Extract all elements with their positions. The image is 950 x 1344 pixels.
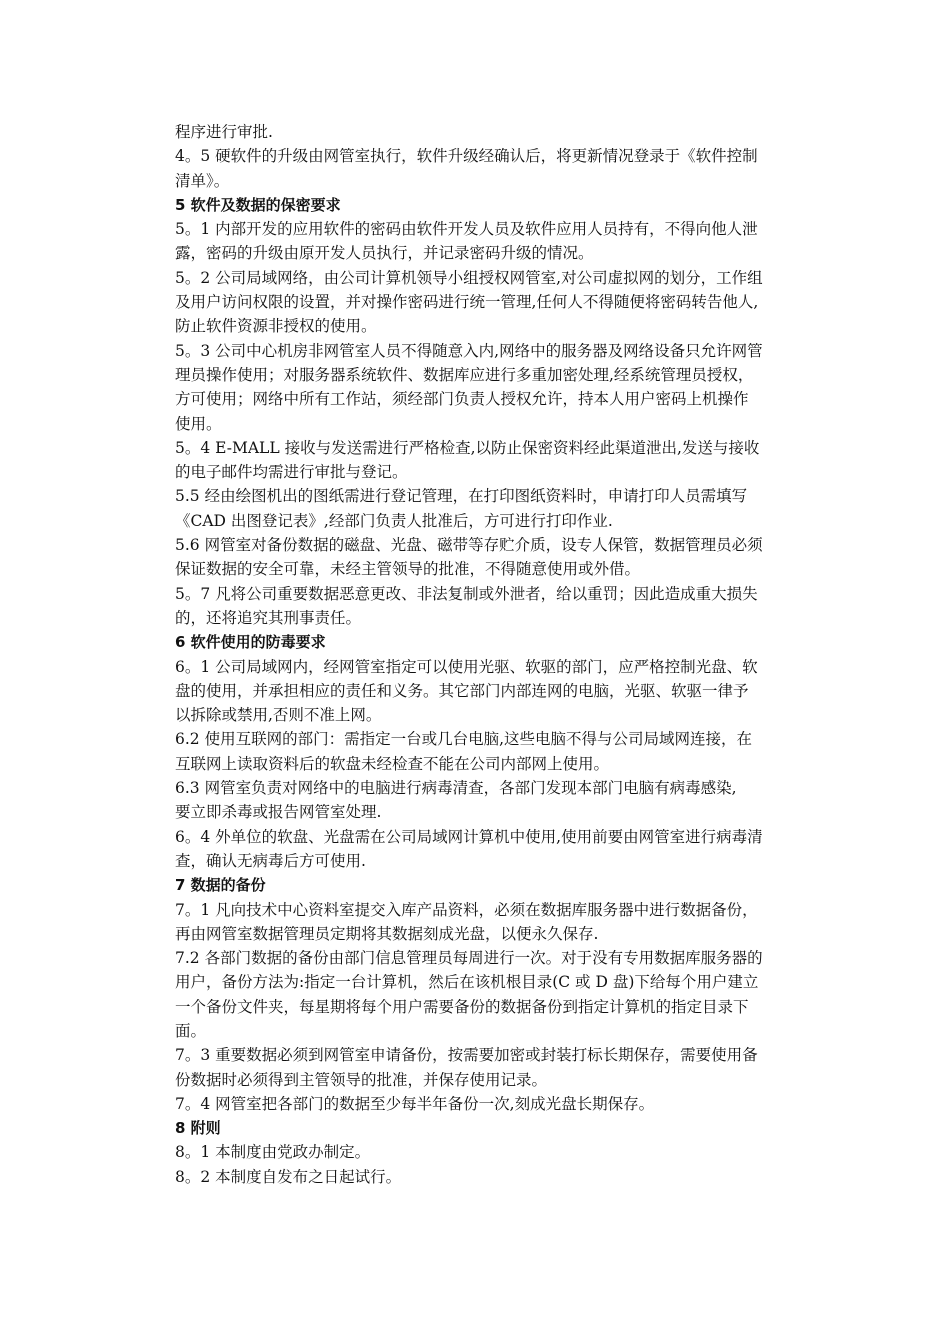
text-line: 面。 <box>175 1021 207 1040</box>
text-line: 8。2 本制度自发布之日起试行。 <box>175 1167 402 1186</box>
section-heading-text: 5 软件及数据的保密要求 <box>175 195 341 214</box>
text-line: 6。1 公司局域网内，经网管室指定可以使用光驱、软驱的部门，应严格控制光盘、软 <box>175 657 758 676</box>
text-line: 互联网上读取资料后的软盘未经检查不能在公司内部网上使用。 <box>175 754 610 773</box>
text-line: 盘的使用，并承担相应的责任和义务。其它部门内部连网的电脑，光驱、软驱一律予 <box>175 681 749 700</box>
para-5-6 <box>175 533 815 582</box>
text-line: 再由网管室数据管理员定期将其数据刻成光盘，以便永久保存. <box>175 924 599 943</box>
text-line: 一个备份文件夹，每星期将每个用户需要备份的数据备份到指定计算机的指定目录下 <box>175 997 749 1016</box>
para-5-1 <box>175 217 815 266</box>
para-7-1 <box>175 898 815 947</box>
text-line: 4。5 硬软件的升级由网管室执行，软件升级经确认后，将更新情况登录于《软件控制 <box>175 147 758 166</box>
heading-6 <box>175 630 815 654</box>
section-heading-text: 6 软件使用的防毒要求 <box>175 633 326 652</box>
text-line: 查，确认无病毒后方可使用. <box>175 851 366 870</box>
para-5-3 <box>175 339 815 436</box>
text-line: 5.5 经由绘图机出的图纸需进行登记管理，在打印图纸资料时，申请打印人员需填写 <box>175 487 748 506</box>
text-line: 的，还将追究其刑事责任。 <box>175 608 362 627</box>
text-line: 5。1 内部开发的应用软件的密码由软件开发人员及软件应用人员持有，不得向他人泄 <box>175 220 758 239</box>
text-line: 理员操作使用；对服务器系统软件、数据库应进行多重加密处理,经系统管理员授权， <box>175 365 754 384</box>
text-line: 7。4 网管室把各部门的数据至少每半年备份一次,刻成光盘长期保存。 <box>175 1094 655 1113</box>
text-line: 的电子邮件均需进行审批与登记。 <box>175 463 408 482</box>
text-line: 露，密码的升级由原开发人员执行，并记录密码升级的情况。 <box>175 244 594 263</box>
para-6-4 <box>175 825 815 874</box>
text-line: 5。4 E-MALL 接收与发送需进行严格检查,以防止保密资料经此渠道泄出,发送与接收 <box>175 438 760 457</box>
text-line: 方可使用；网络中所有工作站，须经部门负责人授权允许，持本人用户密码上机操作 <box>175 390 749 409</box>
para-8-1 <box>175 1140 815 1164</box>
text-line: 7.2 各部门数据的备份由部门信息管理员每周进行一次。对于没有专用数据库服务器的 <box>175 949 763 968</box>
para-5-2 <box>175 266 815 339</box>
text-line: 6。4 外单位的软盘、光盘需在公司局域网计算机中使用,使用前要由网管室进行病毒清 <box>175 827 763 846</box>
text-line: 使用。 <box>175 414 222 433</box>
para-5-5 <box>175 484 815 533</box>
para-4-5 <box>175 144 815 193</box>
para-6-3 <box>175 776 815 825</box>
text-line: 《CAD 出图登记表》,经部门负责人批准后，方可进行打印作业. <box>175 511 613 530</box>
text-line: 用户，备份方法为:指定一台计算机，然后在该机根目录(C 或 D 盘)下给每个用户建立 <box>175 973 759 992</box>
text-line: 8。1 本制度由党政办制定。 <box>175 1143 371 1162</box>
text-line: 清单》。 <box>175 171 230 190</box>
text-line: 及用户访问权限的设置，并对操作密码进行统一管理,任何人不得随便将密码转告他人, <box>175 293 759 312</box>
text-line: 防止软件资源非授权的使用。 <box>175 317 377 336</box>
heading-8 <box>175 1116 815 1140</box>
text-line: 以拆除或禁用,否则不准上网。 <box>175 706 382 725</box>
section-heading-text: 7 数据的备份 <box>175 876 266 895</box>
text-line: 5。2 公司局域网络，由公司计算机领导小组授权网管室,对公司虚拟网的划分，工作组 <box>175 268 763 287</box>
text-line: 6.2 使用互联网的部门：需指定一台或几台电脑,这些电脑不得与公司局域网连接，在 <box>175 730 753 749</box>
text-line: 6.3 网管室负责对网络中的电脑进行病毒清查，各部门发现本部门电脑有病毒感染, <box>175 779 737 798</box>
para-7-3 <box>175 1043 815 1092</box>
text-line: 7。3 重要数据必须到网管室申请备份，按需要加密或封装打标长期保存，需要使用备 <box>175 1046 758 1065</box>
text-line: 5。3 公司中心机房非网管室人员不得随意入内,网络中的服务器及网络设备只允许网管 <box>175 341 763 360</box>
para-7-2 <box>175 946 815 1043</box>
heading-5 <box>175 193 815 217</box>
para-8-2 <box>175 1165 815 1189</box>
text-line: 程序进行审批. <box>175 123 273 141</box>
para-5-4 <box>175 436 815 485</box>
text-line: 保证数据的安全可靠，未经主管领导的批准，不得随意使用或外借。 <box>175 560 641 579</box>
heading-7 <box>175 873 815 897</box>
document-page <box>175 120 815 1189</box>
para-6-1 <box>175 655 815 728</box>
text-line: 7。1 凡向技术中心资料室提交入库产品资料，必须在数据库服务器中进行数据备份， <box>175 900 758 919</box>
text-line: 要立即杀毒或报告网管室处理. <box>175 803 382 822</box>
text-line: 5.6 网管室对备份数据的磁盘、光盘、磁带等存贮介质，设专人保管，数据管理员必须 <box>175 536 763 555</box>
section-heading-text: 8 附则 <box>175 1119 221 1138</box>
para-6-2 <box>175 727 815 776</box>
para-4-4-continuation <box>175 120 815 144</box>
para-7-4 <box>175 1092 815 1116</box>
text-line: 份数据时必须得到主管领导的批准，并保存使用记录。 <box>175 1070 548 1089</box>
para-5-7 <box>175 582 815 631</box>
text-line: 5。7 凡将公司重要数据恶意更改、非法复制或外泄者，给以重罚；因此造成重大损失 <box>175 584 758 603</box>
